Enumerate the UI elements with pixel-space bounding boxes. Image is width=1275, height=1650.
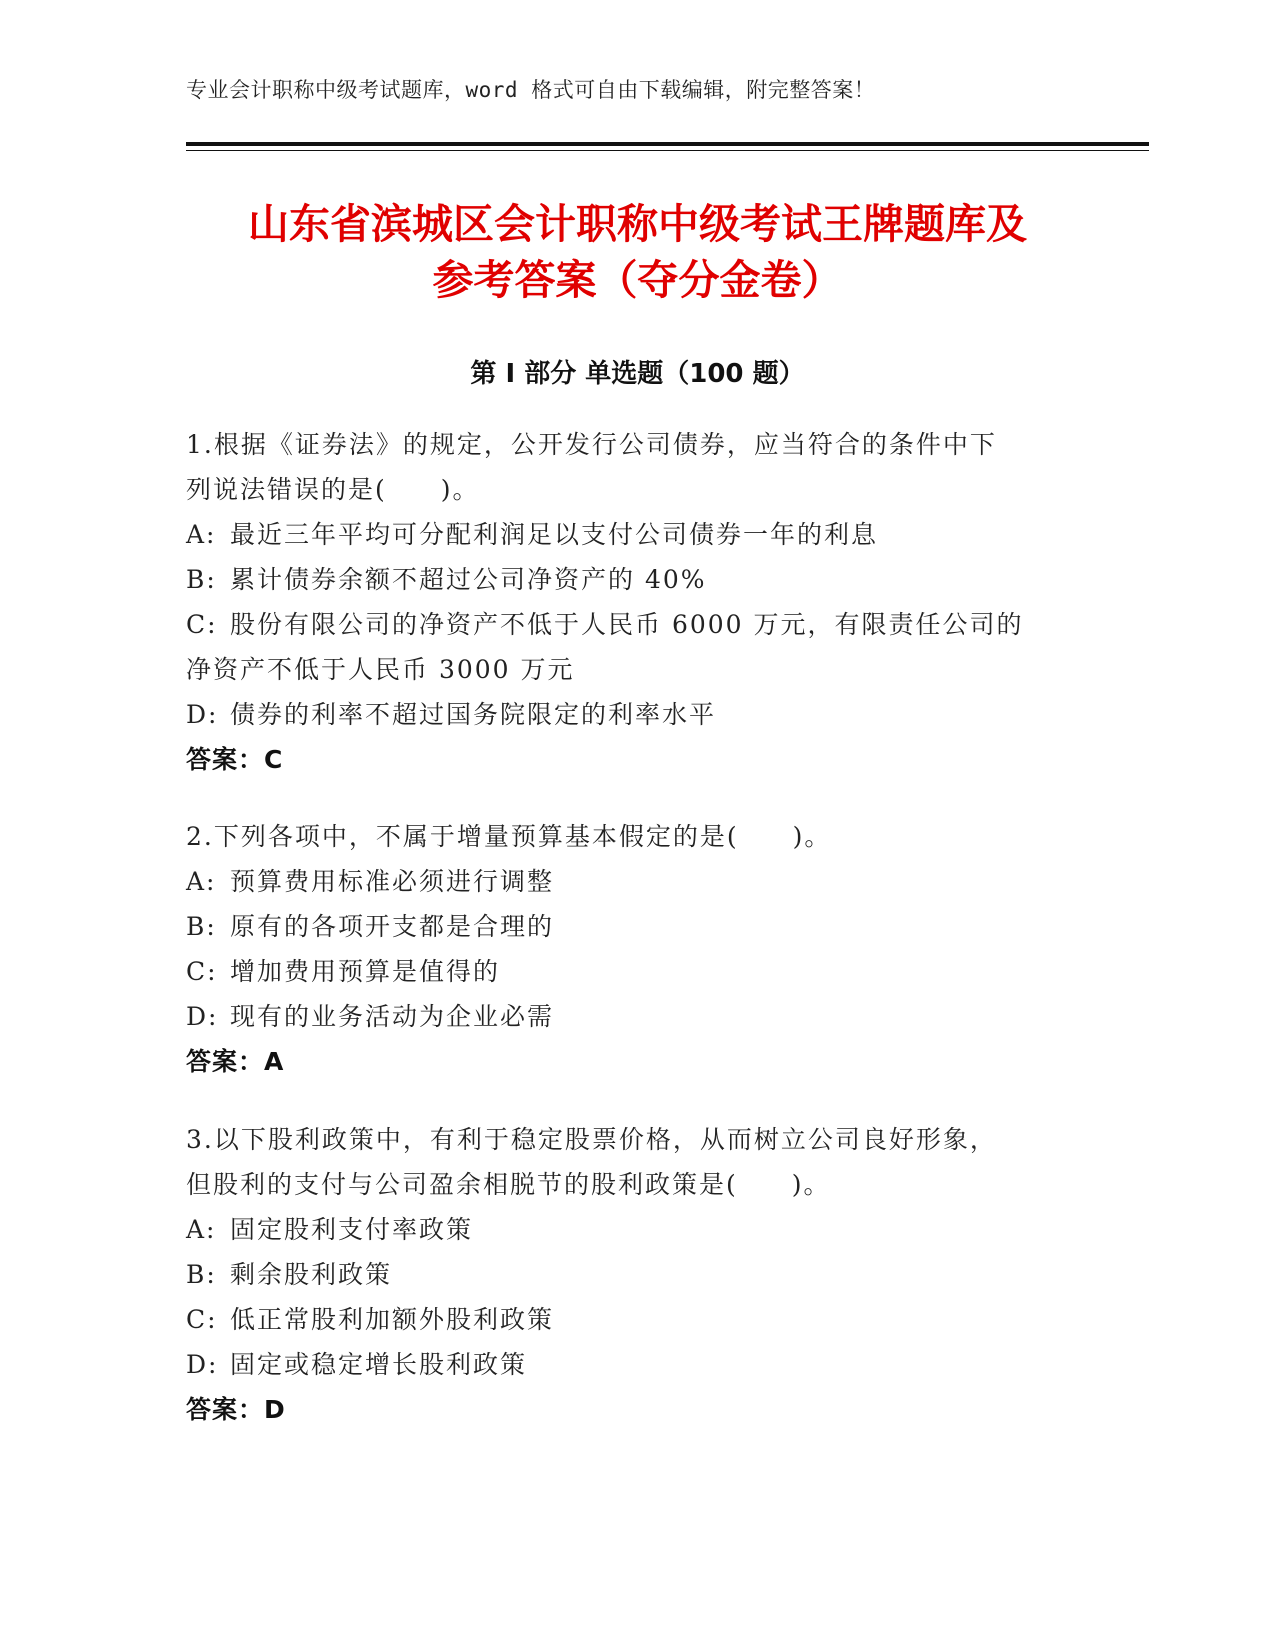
question-1 [186, 422, 1066, 782]
option-label: C: [186, 1305, 218, 1334]
option-text: 固定股利支付率政策 [230, 1215, 474, 1244]
option-b [186, 1252, 1066, 1297]
document-title [186, 196, 1089, 308]
option-a [186, 1207, 1066, 1252]
option-c [186, 1297, 1066, 1342]
option-label: C: [186, 610, 218, 639]
option-label: B: [186, 1260, 217, 1289]
option-label: C: [186, 957, 218, 986]
option-label: D: [186, 700, 219, 729]
option-label: D: [186, 1002, 219, 1031]
option-b [186, 557, 1066, 602]
option-a [186, 859, 1066, 904]
option-text: 剩余股利政策 [230, 1260, 393, 1289]
option-text: 股份有限公司的净资产不低于人民币 6000 万元，有限责任公司的 [230, 610, 1024, 639]
question-stem: 列说法错误的是( )。 [186, 475, 480, 504]
answer: 答案：A [186, 1047, 285, 1076]
answer: 答案：D [186, 1395, 286, 1424]
option-d [186, 1342, 1066, 1387]
option-b [186, 904, 1066, 949]
option-label: A: [186, 867, 217, 896]
title-line-1: 山东省滨城区会计职称中级考试王牌题库及 [248, 200, 1027, 248]
question-3 [186, 1117, 1066, 1432]
option-text: 现有的业务活动为企业必需 [230, 1002, 555, 1031]
option-label: B: [186, 912, 217, 941]
question-stem: 2.下列各项中，不属于增量预算基本假定的是( )。 [186, 822, 832, 851]
option-label: A: [186, 520, 217, 549]
header-note: 专业会计职称中级考试题库，word 格式可自由下载编辑，附完整答案！ [186, 78, 876, 102]
option-text: 累计债券余额不超过公司净资产的 40% [230, 565, 707, 594]
question-stem: 3.以下股利政策中，有利于稳定股票价格，从而树立公司良好形象， [186, 1125, 997, 1154]
option-text: 债券的利率不超过国务院限定的利率水平 [230, 700, 717, 729]
option-c-continued: 净资产不低于人民币 3000 万元 [186, 655, 575, 684]
option-label: D: [186, 1350, 219, 1379]
question-stem: 1.根据《证券法》的规定，公开发行公司债券，应当符合的条件中下 [186, 430, 997, 459]
section-heading: 第 I 部分 单选题（100 题） [470, 359, 805, 389]
title-line-2: 参考答案（夺分金卷） [432, 256, 843, 304]
header-rule-thick [186, 142, 1149, 146]
option-label: B: [186, 565, 217, 594]
option-text: 固定或稳定增长股利政策 [230, 1350, 528, 1379]
answer: 答案：C [186, 745, 284, 774]
option-a [186, 512, 1066, 557]
option-text: 原有的各项开支都是合理的 [230, 912, 555, 941]
option-label: A: [186, 1215, 217, 1244]
option-d [186, 692, 1066, 737]
option-d [186, 994, 1066, 1039]
header-rule-thin [186, 150, 1149, 151]
option-text: 增加费用预算是值得的 [230, 957, 501, 986]
option-text: 预算费用标准必须进行调整 [230, 867, 555, 896]
option-text: 低正常股利加额外股利政策 [230, 1305, 555, 1334]
question-2 [186, 814, 1066, 1084]
option-c [186, 602, 1066, 647]
question-stem: 但股利的支付与公司盈余相脱节的股利政策是( )。 [186, 1170, 831, 1199]
option-text: 最近三年平均可分配利润足以支付公司债券一年的利息 [230, 520, 879, 549]
option-c [186, 949, 1066, 994]
